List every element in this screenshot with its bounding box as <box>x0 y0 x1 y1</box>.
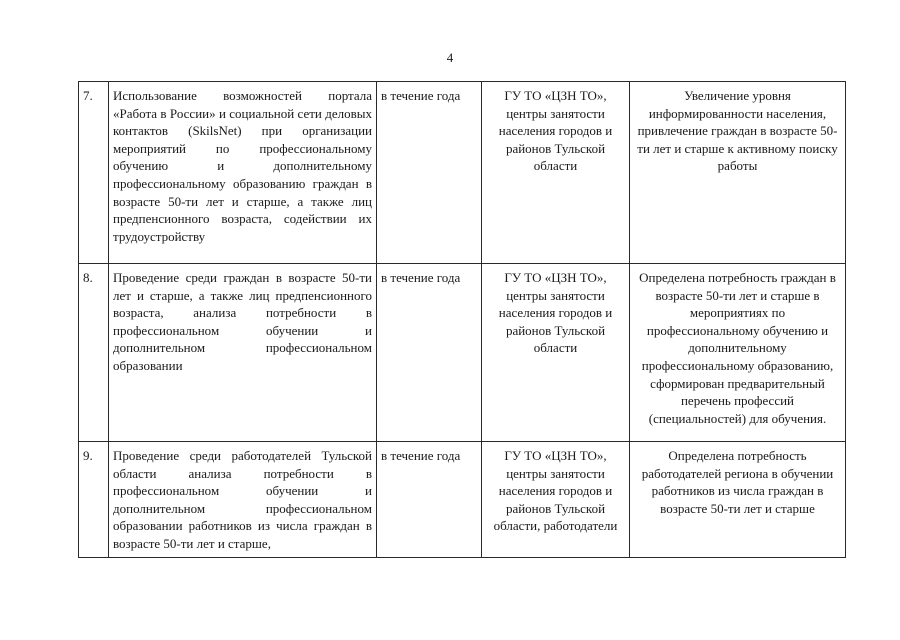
result-cell: Определена потребность работодателей региона в обучении работников из числа граждан в возрасте 50-ти лет и старше <box>630 442 846 558</box>
term-cell: в течение года <box>377 442 482 558</box>
page-number: 4 <box>446 50 454 65</box>
executor-cell: ГУ ТО «ЦЗН ТО», центры занятости населения городов и районов Тульской области <box>482 82 630 264</box>
table-row <box>79 442 846 558</box>
result-cell: Определена потребность граждан в возрасте 50-ти лет и старше в мероприятиях по профессиональному обучению и дополнительному профессиональному образованию, сформирован предварительный перечень профессий (специальностей) для обучения. <box>630 264 846 442</box>
activity-cell: Использование возможностей портала «Работа в России» и социальной сети деловых контактов (SkilsNet) при организации мероприятий по профессиональному обучению и дополнительному профессиональному образованию граждан в возрасте 50-ти лет и старше, а также лиц предпенсионного возраста, содействии их трудоустройству <box>109 82 377 264</box>
table-row <box>79 82 846 264</box>
row-number: 8. <box>79 264 109 442</box>
executor-cell: ГУ ТО «ЦЗН ТО», центры занятости населения городов и районов Тульской области <box>482 264 630 442</box>
term-cell: в течение года <box>377 82 482 264</box>
term-cell: в течение года <box>377 264 482 442</box>
action-plan-table <box>78 81 846 558</box>
activity-cell: Проведение среди граждан в возрасте 50-ти лет и старше, а также лиц предпенсионного возраста, анализа потребности в профессиональном обучении и дополнительном профессиональном образовании <box>109 264 377 442</box>
activity-cell: Проведение среди работодателей Тульской области анализа потребности в профессиональном обучении и дополнительном профессиональном образовании работников из числа граждан в возрасте 50-ти лет и старше, <box>109 442 377 558</box>
executor-cell: ГУ ТО «ЦЗН ТО», центры занятости населения городов и районов Тульской области, работодатели <box>482 442 630 558</box>
row-number: 9. <box>79 442 109 558</box>
row-number: 7. <box>79 82 109 264</box>
table-row <box>79 264 846 442</box>
result-cell: Увеличение уровня информированности населения, привлечение граждан в возрасте 50-ти лет и старше к активному поиску работы <box>630 82 846 264</box>
